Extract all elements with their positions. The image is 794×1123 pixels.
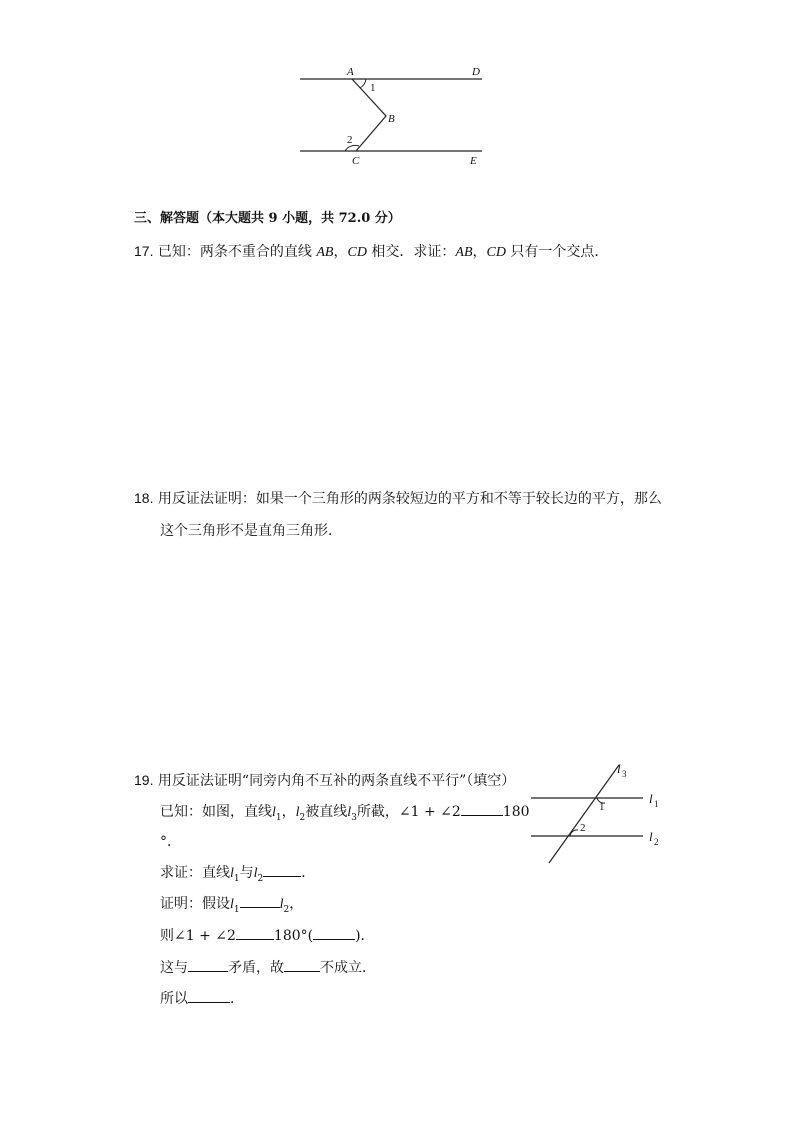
q19-given-a: 已知：如图，直线: [160, 804, 272, 820]
q19-degree: °．: [160, 834, 181, 850]
q17-AB: AB: [316, 245, 334, 260]
fig-label-angle-2: 2: [580, 822, 586, 834]
answer-blank-8[interactable]: [188, 990, 230, 1003]
q19-then-b: 180°(: [273, 928, 314, 944]
fig-label-l1: l: [649, 791, 653, 806]
q17-CD: CD: [347, 245, 367, 260]
q18-line-2: 这个三角形不是直角三角形．: [160, 523, 342, 539]
fig-label-l2: l: [649, 829, 653, 844]
q19-assume: [160, 893, 303, 915]
q19-assume-l2: l: [279, 897, 284, 912]
label-A: A: [347, 66, 354, 78]
parallel-lines-figure: [290, 60, 500, 170]
q17-text-a: 已知：两条不重合的直线: [157, 244, 317, 260]
q19-assume-c: ，: [289, 896, 304, 912]
q19-l1: l: [272, 805, 276, 820]
q17-sep-2: ，: [472, 244, 487, 260]
q19-assume-l1-sub: 1: [233, 904, 240, 915]
q19-prove: [160, 862, 315, 884]
angle-1-arc: [360, 79, 366, 88]
transversal-figure: [525, 755, 675, 870]
answer-blank-2[interactable]: [263, 864, 301, 877]
q19-assume-l2-sub: 2: [283, 904, 290, 915]
angle-2-arc: [570, 830, 578, 836]
zigzag-ABC: [352, 79, 386, 151]
fig-label-l3: l: [617, 761, 621, 776]
q19-l2: l: [295, 805, 300, 820]
q19-l3: l: [347, 805, 352, 820]
fig-label-angle-1: 1: [599, 801, 605, 813]
fig-label-l1-sub: 1: [654, 799, 659, 809]
fig-label-l3-sub: 3: [622, 769, 627, 779]
q19-prove-b: 与: [239, 865, 254, 881]
question-17: [134, 241, 608, 261]
q19-prove-l2-sub: 2: [257, 873, 264, 884]
q19-assume-l1: l: [230, 897, 234, 912]
q17-sep: ，: [333, 244, 348, 260]
answer-blank-7[interactable]: [284, 959, 320, 972]
section-title: 三、解答题（本大题共 9 小题，共 72.0 分）: [134, 211, 401, 226]
answer-blank-6[interactable]: [188, 959, 228, 972]
q17-AB-2: AB: [455, 245, 473, 260]
label-E: E: [470, 155, 477, 167]
question-18: [134, 488, 662, 508]
question-number: 18.: [134, 490, 154, 506]
q19-contra-a: 这与: [160, 960, 188, 976]
q17-text-c: 只有一个交点．: [505, 244, 609, 260]
q19-assume-a: 证明：假设: [160, 896, 230, 912]
q19-l1-sub: 1: [275, 812, 282, 823]
q19-contra-b: 矛盾，故: [228, 960, 284, 976]
q19-contra-c: 不成立．: [320, 960, 376, 976]
label-D: D: [472, 66, 480, 78]
q19-conclusion: [160, 988, 244, 1008]
fig-label-l2-sub: 2: [654, 837, 659, 847]
question-19: [134, 770, 515, 790]
label-C: C: [352, 155, 360, 167]
q19-l3-sub: 3: [351, 812, 357, 823]
question-number: 19.: [134, 772, 154, 788]
answer-blank-3[interactable]: [240, 895, 280, 908]
q19-then-a: 则∠1 + ∠2: [160, 928, 236, 944]
label-angle-1: 1: [370, 82, 376, 94]
q19-prove-l1-sub: 1: [233, 873, 240, 884]
q19-concl-a: 所以: [160, 991, 188, 1007]
q19-concl-b: ．: [230, 991, 244, 1007]
q19-given-c: 被直线: [305, 804, 348, 820]
q19-given-d: 所截，∠1 + ∠2: [356, 804, 461, 820]
answer-blank-4[interactable]: [236, 927, 274, 940]
q19-then-c: )．: [355, 928, 375, 944]
q19-prove-l1: l: [230, 866, 234, 881]
q19-prove-c: ．: [301, 865, 316, 881]
label-angle-2: 2: [347, 134, 353, 146]
q19-l2-sub: 2: [299, 812, 306, 823]
q19-given: [160, 801, 530, 823]
q19-given-e: 180: [502, 804, 530, 820]
answer-blank-5[interactable]: [313, 927, 355, 940]
q19-prove-l2: l: [253, 866, 258, 881]
q19-then: [160, 925, 375, 945]
q19-contradiction: [160, 957, 376, 977]
answer-blank-1[interactable]: [461, 803, 503, 816]
q19-prove-a: 求证：直线: [160, 865, 230, 881]
question-number: 17.: [134, 243, 154, 259]
line-l3: [549, 765, 619, 863]
label-B: B: [388, 113, 395, 125]
q19-line-1: 用反证法证明“同旁内角不互补的两条直线不平行”（填空）: [157, 773, 516, 789]
q17-text-b: 相交．求证：: [366, 244, 456, 260]
q19-given-b: ，: [281, 804, 296, 820]
q17-CD-2: CD: [486, 245, 506, 260]
q18-line-1: 用反证法证明：如果一个三角形的两条较短边的平方和不等于较长边的平方，那么: [157, 491, 662, 507]
